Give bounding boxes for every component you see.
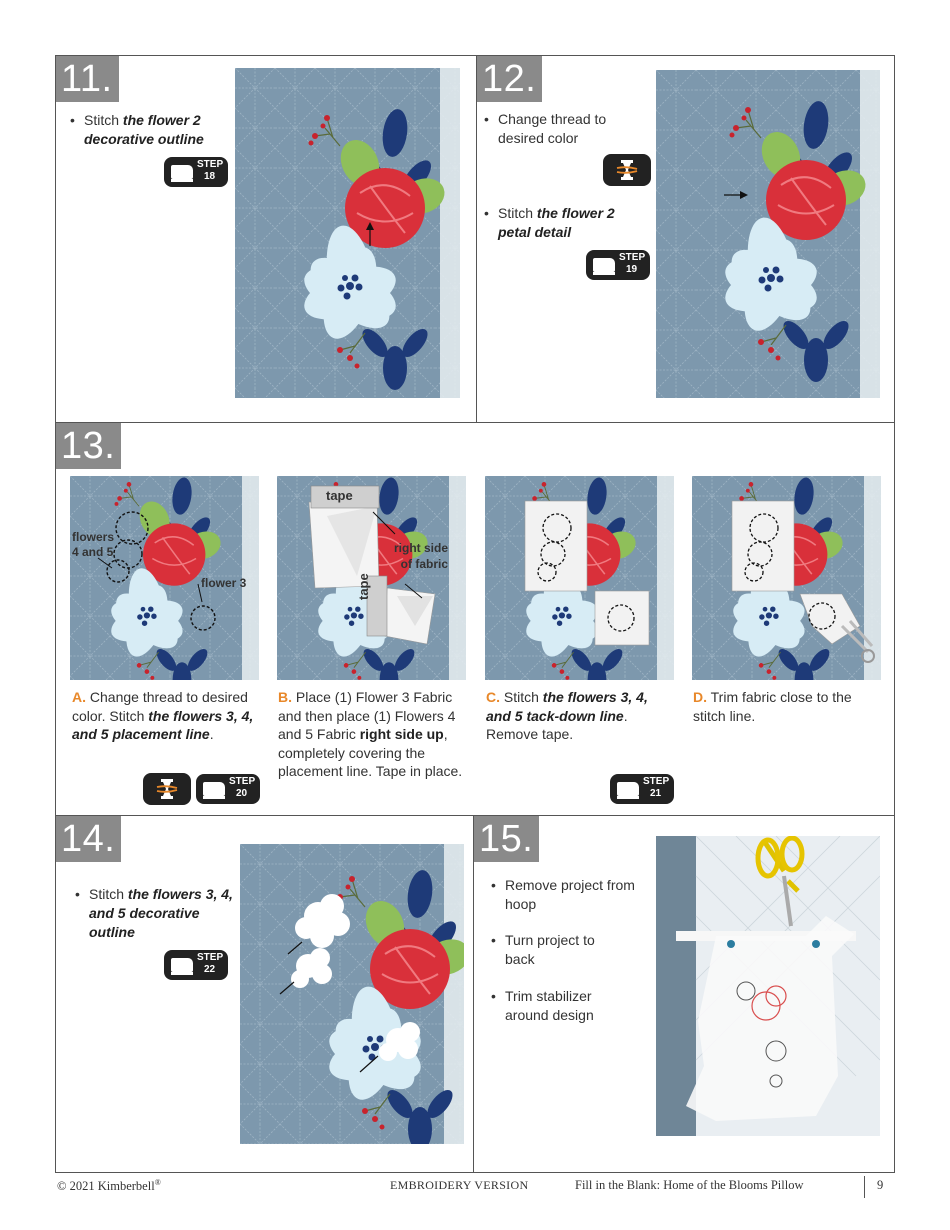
step11-photo <box>235 68 460 398</box>
step13-c-text <box>486 688 676 744</box>
footer-version: EMBROIDERY VERSION <box>390 1178 529 1192</box>
step13-photo-b <box>277 476 466 680</box>
step15-photo <box>656 836 880 1136</box>
divider-row1 <box>55 422 895 423</box>
bullet-dot: • <box>70 112 75 128</box>
badge-label: STEP <box>229 776 256 787</box>
step14-bullet <box>75 885 239 942</box>
step12-text-1: Change thread to desired color <box>498 111 607 146</box>
d-text: Trim fabric close to the stitch line. <box>693 689 852 724</box>
step-badge-20 <box>196 774 260 804</box>
step11-emphasis: the flower 2 decorative outline <box>84 112 204 147</box>
step-number-12: 12. <box>477 56 542 102</box>
sewing-machine-icon <box>171 958 193 972</box>
thread-change-badge <box>603 154 651 186</box>
step12-photo <box>656 70 880 398</box>
step13-photo-d <box>692 476 881 680</box>
step15-text-3: Trim stabilizer around design <box>505 988 594 1023</box>
bullet-dot: • <box>491 988 496 1004</box>
footer-divider <box>864 1176 865 1198</box>
bullet-dot: • <box>484 205 489 221</box>
step-number-14: 14. <box>56 816 121 862</box>
thread-spool-icon <box>143 773 191 805</box>
copyright-text: © 2021 Kimberbell <box>57 1179 155 1194</box>
label-right-side-of-fabric: right side of fabric <box>393 541 448 571</box>
step12-bullet-1 <box>484 110 628 148</box>
label-flowers-4-5: flowers 4 and 5 <box>72 530 115 559</box>
step-badge-22 <box>164 950 228 980</box>
badge-label: STEP <box>197 159 224 170</box>
label-tape-1: tape <box>326 488 353 503</box>
step-number-13: 13. <box>56 423 121 469</box>
step15-bullet-2 <box>491 931 615 969</box>
step14-text: Stitch <box>89 886 128 902</box>
b-text-1: Place (1) Flower 3 Fabric and then place (1) Flowers 4 and 5 Fabric <box>278 689 456 742</box>
step14-photo <box>240 844 464 1144</box>
letter-b: B. <box>278 689 292 705</box>
bullet-dot: • <box>484 111 489 127</box>
step15-bullet-3 <box>491 987 615 1025</box>
badge-number: 21 <box>650 788 662 799</box>
sewing-machine-icon <box>171 165 193 179</box>
step12-emphasis: the flower 2 petal detail <box>498 205 615 240</box>
step-badge-19 <box>586 250 650 280</box>
registered-mark: ® <box>154 1178 161 1187</box>
step14-emphasis: the flowers 3, 4, and 5 decorative outline <box>89 886 233 940</box>
badge-number: 18 <box>204 171 216 182</box>
c-emphasis: the flowers 3, 4, and 5 tack-down line <box>486 689 648 724</box>
a-end: . <box>209 726 214 742</box>
a-text: Change thread to desired color. Stitch <box>72 689 248 724</box>
step13-photo-c <box>485 476 674 680</box>
letter-a: A. <box>72 689 86 705</box>
thread-spool-icon <box>603 154 651 186</box>
step-badge-21 <box>610 774 674 804</box>
footer-page-number: 9 <box>877 1178 884 1192</box>
bullet-dot: • <box>491 932 496 948</box>
badge-label: STEP <box>197 952 224 963</box>
step-number-15: 15. <box>474 816 539 862</box>
bullet-dot: • <box>491 877 496 893</box>
badge-number: 20 <box>236 788 248 799</box>
badge-number: 22 <box>204 964 216 975</box>
step15-text-1: Remove project from hoop <box>505 877 635 912</box>
badge-label: STEP <box>643 776 670 787</box>
divider-14-15 <box>473 815 474 1173</box>
bullet-dot: • <box>75 886 80 902</box>
sewing-machine-icon <box>593 258 615 272</box>
footer-title: Fill in the Blank: Home of the Blooms Pillow <box>575 1178 804 1192</box>
step13-a-text <box>72 688 258 744</box>
step12-bullet-2 <box>484 204 628 242</box>
letter-d: D. <box>693 689 707 705</box>
divider-11-12 <box>476 55 477 423</box>
step11-text: Stitch <box>84 112 123 128</box>
b-bold: right side up <box>359 726 444 742</box>
label-flower-3: flower 3 <box>201 576 247 590</box>
step13-d-text <box>693 688 853 725</box>
sewing-machine-icon <box>203 782 225 796</box>
step15-bullet-1 <box>491 876 635 914</box>
a-emphasis: the flowers 3, 4, and 5 placement line <box>72 707 254 742</box>
step13-b-text <box>278 688 478 781</box>
step11-bullet <box>70 111 229 149</box>
sewing-machine-icon <box>617 782 639 796</box>
b-text-2: , completely covering the placement line. Tape in place. <box>278 726 463 779</box>
letter-c: C. <box>486 689 500 705</box>
badge-label: STEP <box>619 252 646 263</box>
label-tape-2: tape <box>356 573 371 600</box>
footer-copyright <box>57 1178 161 1194</box>
c-text: Stitch <box>503 689 543 705</box>
c-end: . Remove tape. <box>486 707 628 742</box>
badge-number: 19 <box>626 264 638 275</box>
step-number-11: 11. <box>56 56 119 102</box>
step15-text-2: Turn project to back <box>505 932 595 967</box>
step12-text-2: Stitch <box>498 205 537 221</box>
thread-change-badge-13 <box>143 773 191 805</box>
step-badge-18 <box>164 157 228 187</box>
